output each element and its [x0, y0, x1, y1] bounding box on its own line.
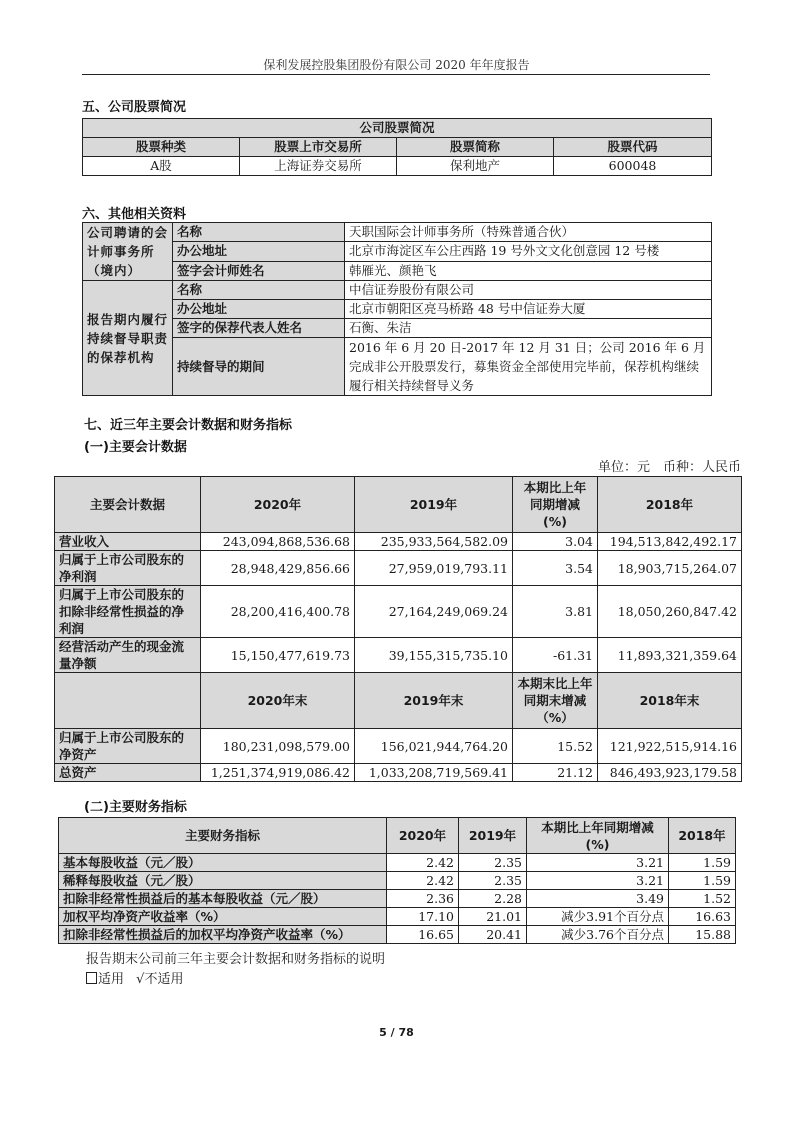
cell-2020: 243,094,868,536.68 [201, 533, 355, 551]
section6-title: 六、其他相关资料 [82, 207, 187, 222]
table-row [59, 872, 736, 890]
cell-2020: 16.65 [387, 926, 459, 944]
auditor-signer-label: 签字会计师姓名 [173, 261, 345, 280]
sponsor-representative-value: 石衡、朱洁 [345, 319, 712, 338]
col-stock-code: 股票代码 [554, 138, 712, 157]
cell-2018: 846,493,923,179.58 [598, 764, 742, 782]
table-row [59, 926, 736, 944]
col-stock-short-name: 股票简称 [397, 138, 554, 157]
stock-overview-table [82, 118, 712, 176]
applicability-options [86, 968, 183, 987]
sponsor-address-label: 办公地址 [173, 300, 345, 319]
cell-2020: 1,251,374,919,086.42 [201, 764, 355, 782]
col-2020: 2020年 [201, 477, 355, 533]
sub2-title: (二)主要财务指标 [84, 800, 187, 815]
cell-2018: 18,050,260,847.42 [598, 586, 742, 638]
col-2020: 2020年 [387, 818, 459, 854]
applicable-checkbox[interactable] [86, 972, 97, 984]
cell-2019: 2.28 [459, 890, 527, 908]
exchange-value: 上海证券交易所 [240, 157, 397, 176]
cell-2018: 15.88 [669, 926, 736, 944]
col-indicator: 主要财务指标 [59, 818, 387, 854]
table-row [55, 551, 742, 586]
row-name: 营业收入 [55, 533, 201, 551]
cell-change: 3.21 [527, 872, 669, 890]
col-2018: 2018年 [669, 818, 736, 854]
unit-currency-label: 单位：元 币种：人民币 [597, 460, 741, 475]
section7-title: 七、近三年主要会计数据和财务指标 [84, 418, 293, 433]
cell-change: 3.49 [527, 890, 669, 908]
cell-change: 3.04 [513, 533, 598, 551]
cell-2020: 28,948,429,856.66 [201, 551, 355, 586]
cell-2020: 180,231,098,579.00 [201, 729, 355, 764]
col-2019: 2019年 [355, 477, 513, 533]
cell-2020: 17.10 [387, 908, 459, 926]
table-row [59, 908, 736, 926]
sponsor-address-value: 北京市朝阳区亮马桥路 48 号中信证券大厦 [345, 300, 712, 319]
cell-change: 3.21 [527, 854, 669, 872]
cell-2018: 194,513,842,492.17 [598, 533, 742, 551]
sponsor-name-value: 中信证券股份有限公司 [345, 281, 712, 300]
table-row [55, 533, 742, 551]
row-name: 扣除非经常性损益后的加权平均净资产收益率（%） [59, 926, 387, 944]
row-name: 归属于上市公司股东的净资产 [55, 729, 201, 764]
sponsor-period-value: 2016 年 6 月 20 日-2017 年 12 月 31 日；公司 2016 年 6 月完成非公开股票发行，募集资金全部使用完毕前，保荐机构继续履行相关持续督导义务 [345, 338, 712, 396]
stock-short-name-value: 保利地产 [397, 157, 554, 176]
table-row [55, 729, 742, 764]
auditor-address-label: 办公地址 [173, 242, 345, 261]
cell-2019: 1,033,208,719,569.41 [355, 764, 513, 782]
col-yoy-change: 本期比上年同期增减(%) [513, 477, 598, 533]
cell-change: 减少3.91个百分点 [527, 908, 669, 926]
check-mark-icon: √ [136, 972, 145, 987]
col-2019: 2019年 [459, 818, 527, 854]
sponsor-period-label: 持续督导的期间 [173, 338, 345, 396]
stock-type-value: A股 [83, 157, 240, 176]
applicable-label: 适用 [98, 972, 125, 987]
stock-table-title: 公司股票简况 [83, 119, 712, 138]
cell-change: 15.52 [513, 729, 598, 764]
cell-2019: 27,164,249,069.24 [355, 586, 513, 638]
cell-2019: 2.35 [459, 872, 527, 890]
cell-change: 21.12 [513, 764, 598, 782]
col-item: 主要会计数据 [55, 477, 201, 533]
cell-2020: 2.36 [387, 890, 459, 908]
sponsor-group-label: 报告期内履行持续督导职责的保荐机构 [83, 281, 173, 396]
row-name: 基本每股收益（元／股） [59, 854, 387, 872]
row-name: 加权平均净资产收益率（%） [59, 908, 387, 926]
row-name: 扣除非经常性损益后的基本每股收益（元／股） [59, 890, 387, 908]
cell-change: 3.54 [513, 551, 598, 586]
cell-change: 3.81 [513, 586, 598, 638]
section5-title: 五、公司股票简况 [82, 100, 187, 115]
header-divider [82, 74, 710, 75]
col-2020-end: 2020年末 [201, 673, 355, 729]
cell-change: 减少3.76个百分点 [527, 926, 669, 944]
cell-2018: 121,922,515,914.16 [598, 729, 742, 764]
col-yoy-change: 本期比上年同期增减(%) [527, 818, 669, 854]
row-name: 稀释每股收益（元／股） [59, 872, 387, 890]
cell-2019: 27,959,019,793.11 [355, 551, 513, 586]
cell-2019: 2.35 [459, 854, 527, 872]
cell-2020: 2.42 [387, 872, 459, 890]
table-row [59, 890, 736, 908]
cell-2020: 2.42 [387, 854, 459, 872]
cell-2019: 20.41 [459, 926, 527, 944]
col-item-blank [55, 673, 201, 729]
col-2019-end: 2019年末 [355, 673, 513, 729]
page-number: 5 / 78 [379, 1026, 414, 1039]
other-info-table [82, 222, 712, 396]
table-row [55, 638, 742, 673]
stock-code-value: 600048 [554, 157, 712, 176]
col-exchange: 股票上市交易所 [240, 138, 397, 157]
row-name: 归属于上市公司股东的扣除非经常性损益的净利润 [55, 586, 201, 638]
sponsor-representative-label: 签字的保荐代表人姓名 [173, 319, 345, 338]
row-name: 经营活动产生的现金流量净额 [55, 638, 201, 673]
auditor-name-label: 名称 [173, 223, 345, 242]
explanation-note: 报告期末公司前三年主要会计数据和财务指标的说明 [86, 952, 386, 967]
sponsor-name-label: 名称 [173, 281, 345, 300]
cell-2019: 21.01 [459, 908, 527, 926]
col-yoy-end-change: 本期末比上年同期末增减（%） [513, 673, 598, 729]
cell-2019: 156,021,944,764.20 [355, 729, 513, 764]
cell-2020: 15,150,477,619.73 [201, 638, 355, 673]
key-financial-indicators-table [58, 817, 736, 944]
cell-2018: 1.59 [669, 854, 736, 872]
report-header-title: 保利发展控股集团股份有限公司 2020 年年度报告 [263, 58, 530, 72]
row-name: 总资产 [55, 764, 201, 782]
key-accounting-data-table [54, 476, 742, 782]
auditor-signer-value: 韩雁光、颜艳飞 [345, 261, 712, 280]
cell-2018: 1.52 [669, 890, 736, 908]
cell-2019: 235,933,564,582.09 [355, 533, 513, 551]
cell-2018: 18,903,715,264.07 [598, 551, 742, 586]
table-row [59, 854, 736, 872]
table-row [55, 586, 742, 638]
col-2018: 2018年 [598, 477, 742, 533]
sub1-title: (一)主要会计数据 [84, 440, 187, 455]
row-name: 归属于上市公司股东的净利润 [55, 551, 201, 586]
cell-2020: 28,200,416,400.78 [201, 586, 355, 638]
cell-2018: 1.59 [669, 872, 736, 890]
cell-2018: 16.63 [669, 908, 736, 926]
col-stock-type: 股票种类 [83, 138, 240, 157]
not-applicable-label: 不适用 [144, 972, 184, 987]
cell-2018: 11,893,321,359.64 [598, 638, 742, 673]
col-2018-end: 2018年末 [598, 673, 742, 729]
auditor-address-value: 北京市海淀区车公庄西路 19 号外文文化创意园 12 号楼 [345, 242, 712, 261]
cell-change: -61.31 [513, 638, 598, 673]
cell-2019: 39,155,315,735.10 [355, 638, 513, 673]
table-row [55, 764, 742, 782]
auditor-name-value: 天职国际会计师事务所（特殊普通合伙） [345, 223, 712, 242]
auditor-group-label: 公司聘请的会计师事务所（境内） [83, 223, 173, 281]
